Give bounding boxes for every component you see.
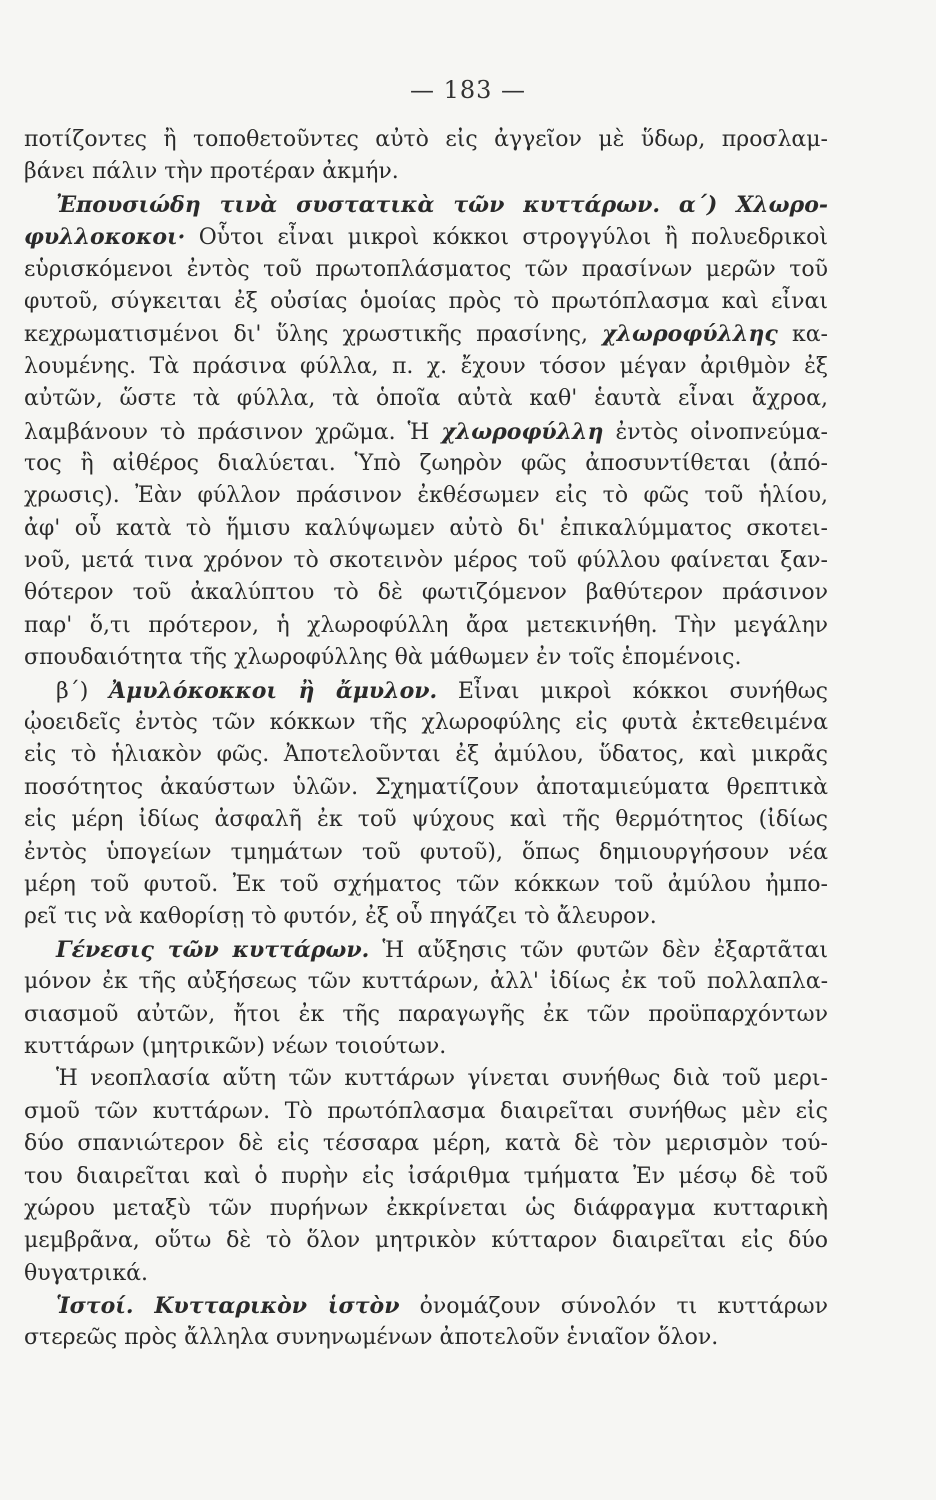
text-line: μεμβρᾶνα, οὕτω δὲ τὸ ὅλον μητρικὸν κύτταρον διαιρεῖται εἰς δύο: [24, 1228, 828, 1254]
text-line: ποσότητος ἀκαύστων ὑλῶν. Σχηματίζουν ἀποταμιεύματα θρεπτικὰ: [24, 774, 828, 800]
text-line: τος ἢ αἰθέρος διαλύεται. Ὑπὸ ζωηρὸν φῶς ἀποσυντίθεται (ἀπό-: [24, 450, 828, 476]
text-line: ποτίζοντες ἢ τοποθετοῦντες αὐτὸ εἰς ἀγγεῖον μὲ ὕδωρ, προσλαμ-: [24, 127, 828, 152]
text-line: λουμένης. Τὰ πράσινα φύλλα, π. χ. ἔχουν τόσον μέγαν ἀριθμὸν ἐξ: [24, 353, 828, 379]
text-line: αὐτῶν, ὥστε τὰ φύλλα, τὰ ὁποῖα αὐτὰ καθ' ἑαυτὰ εἶναι ἄχροα,: [24, 386, 828, 412]
text-line: Ἱστοί. Κυτταρικὸν ἱστὸν ὀνομάζουν σύνολόν τι κυττάρων: [56, 1293, 828, 1320]
text-line: θότερον τοῦ ἀκαλύπτου τὸ δὲ φωτιζόμενον βαθύτερον πράσινον: [24, 580, 828, 606]
text-line: χώρου μεταξὺ τῶν πυρήνων ἐκκρίνεται ὡς διάφραγμα κυτταρικὴ: [24, 1195, 828, 1221]
text-line: σμοῦ τῶν κυττάρων. Τὸ πρωτόπλασμα διαιρεῖται συνήθως μὲν εἰς: [24, 1098, 828, 1124]
text-line: μόνον ἐκ τῆς αὐξήσεως τῶν κυττάρων, ἀλλ' ἰδίως ἐκ τοῦ πολλαπλα-: [24, 969, 828, 995]
text-line: ρεῖ τις νὰ καθορίσῃ τὸ φυτόν, ἐξ οὗ πηγάζει τὸ ἄλευρον.: [24, 904, 657, 930]
text-line: νοῦ, μετά τινα χρόνον τὸ σκοτεινὸν μέρος τοῦ φύλλου φαίνεται ξαν-: [24, 548, 828, 574]
body-text: [24, 124, 828, 1355]
text-line: του διαιρεῖται καὶ ὁ πυρὴν εἰς ἰσάριθμα τμήματα Ἐν μέσῳ δὲ τοῦ: [24, 1163, 828, 1189]
text-line: θυγατρικά.: [24, 1260, 148, 1286]
text-line: βάνει πάλιν τὴν προτέραν ἀκμήν.: [24, 159, 399, 185]
section-heading: Ἐπουσιώδη τινὰ συστατικὰ τῶν κυττάρων. α΄) Χλωρο-: [56, 191, 828, 218]
text-line: μέρη τοῦ φυτοῦ. Ἐκ τοῦ σχήματος τῶν κόκκων τοῦ ἀμύλου ἠμπο-: [24, 871, 828, 897]
text-line: ἐντὸς ὑπογείων τμημάτων τοῦ φυτοῦ), ὅπως δημιουργήσουν νέα: [24, 839, 828, 865]
page-number: — 183 —: [409, 76, 527, 104]
text-line: κυττάρων (μητρικῶν) νέων τοιούτων.: [24, 1033, 447, 1059]
text-line: Γένεσις τῶν κυττάρων. Ἡ αὔξησις τῶν φυτῶν δὲν ἐξαρτᾶται: [56, 936, 828, 963]
text-line: παρ' ὅ,τι πρότερον, ἡ χλωροφύλλη ἄρα μετεκινήθη. Τὴν μεγάλην: [24, 612, 828, 638]
text-line: ᾠοειδεῖς ἐντὸς τῶν κόκκων τῆς χλωροφύλης εἰς φυτὰ ἐκτεθειμένα: [24, 710, 828, 736]
text-line: λαμβάνουν τὸ πράσινον χρῶμα. Ἡ χλωροφύλλη ἐντὸς οἰνοπνεύμα-: [24, 418, 828, 445]
text-line: φυλλοκοκοι· Οὗτοι εἶναι μικροὶ κόκκοι στρογγύλοι ἢ πολυεδρικοὶ: [24, 224, 828, 251]
text-line: ἀφ' οὗ κατὰ τὸ ἥμισυ καλύψωμεν αὐτὸ δι' ἐπικαλύμματος σκοτει-: [24, 515, 828, 541]
text-line: φυτοῦ, σύγκειται ἐξ οὐσίας ὁμοίας πρὸς τὸ πρωτόπλασμα καὶ εἶναι: [24, 288, 828, 314]
text-line: χρωσις). Ἐὰν φύλλον πράσινον ἐκθέσωμεν εἰς τὸ φῶς τοῦ ἡλίου,: [24, 483, 828, 509]
text-line: εἰς μέρη ἰδίως ἀσφαλῆ ἐκ τοῦ ψύχους καὶ τῆς θερμότητος (ἰδίως: [24, 807, 828, 833]
text-line: σπουδαιότητα τῆς χλωροφύλλης θὰ μάθωμεν ἐν τοῖς ἑπομένοις.: [24, 645, 742, 671]
text-line: εἰς τὸ ἡλιακὸν φῶς. Ἀποτελοῦνται ἐξ ἀμύλου, ὕδατος, καὶ μικρᾶς: [24, 742, 828, 768]
text-line: εὑρισκόμενοι ἐντὸς τοῦ πρωτοπλάσματος τῶν πρασίνων μερῶν τοῦ: [24, 256, 828, 282]
text-line: σιασμοῦ αὐτῶν, ἤτοι ἐκ τῆς παραγωγῆς ἐκ τῶν προϋπαρχόντων: [24, 1001, 828, 1027]
text-line: Ἡ νεοπλασία αὕτη τῶν κυττάρων γίνεται συνήθως διὰ τοῦ μερι-: [56, 1066, 828, 1092]
text-line: κεχρωματισμένοι δι' ὕλης χρωστικῆς πρασίνης, χλωροφύλλης κα-: [24, 321, 828, 348]
text-line: β΄) Ἀμυλόκοκκοι ἢ ἄμυλον. Εἶναι μικροὶ κόκκοι συνήθως: [56, 677, 828, 704]
text-line: δύο σπανιώτερον δὲ εἰς τέσσαρα μέρη, κατὰ δὲ τὸν μερισμὸν τού-: [24, 1131, 828, 1157]
text-line: στερεῶς πρὸς ἄλληλα συνηνωμένων ἀποτελοῦν ἑνιαῖον ὅλον.: [24, 1325, 719, 1351]
